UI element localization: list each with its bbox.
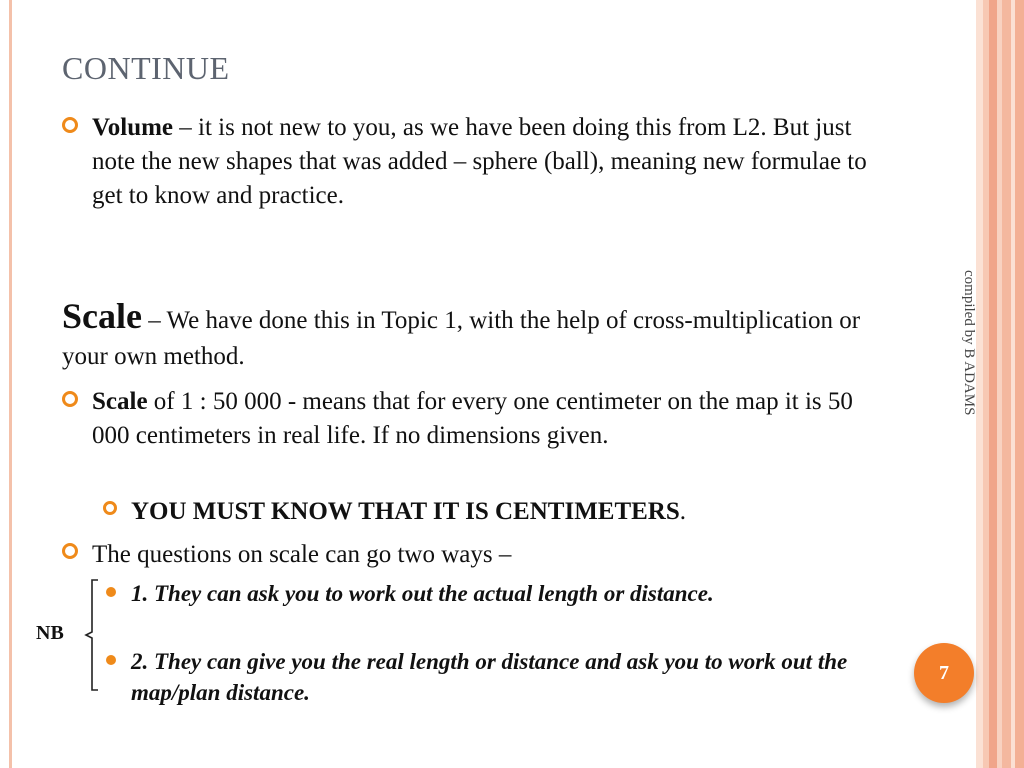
right-decorative-stripes xyxy=(976,0,1024,768)
bullet-text: YOU MUST KNOW THAT IT IS CENTIMETERS xyxy=(131,498,680,525)
left-curly-brace-icon xyxy=(78,578,102,692)
bullet-scale-ratio xyxy=(92,385,882,453)
bullet-text: The questions on scale can go two ways – xyxy=(92,541,512,568)
bullet-term: Scale xyxy=(92,388,148,415)
hollow-circle-bullet-icon xyxy=(62,543,78,559)
stripe xyxy=(1002,0,1011,768)
bullet-term: Volume xyxy=(92,114,174,141)
filled-dot-bullet-icon xyxy=(106,655,116,665)
stripe xyxy=(1015,0,1024,768)
page-number-badge xyxy=(914,643,974,703)
filled-dot-bullet-icon xyxy=(106,587,116,597)
left-border-line xyxy=(9,0,12,768)
slide-title: CONTINUE xyxy=(62,50,230,86)
nb-label: NB xyxy=(36,622,64,644)
scale-heading: Scale xyxy=(62,296,142,336)
scale-text: – We have done this in Topic 1, with the help of cross-multiplication or your own method. xyxy=(62,307,861,370)
bullet-text: – it is not new to you, as we have been doing this from L2. But just note the new shapes that was added – sphere (ball), meaning new formulae to get to know and practice. xyxy=(92,114,867,209)
bullet-suffix: . xyxy=(679,498,687,525)
hollow-circle-bullet-icon xyxy=(62,117,78,133)
bullet-text: of 1 : 50 000 - means that for every one centimeter on the map it is 50 000 centimeters in real life. If no dimensions given. xyxy=(92,388,853,449)
hollow-circle-bullet-icon xyxy=(103,501,117,515)
stripe xyxy=(989,0,997,768)
scale-section xyxy=(62,298,862,375)
bullet-volume xyxy=(92,111,882,213)
bullet-two-ways xyxy=(92,538,882,572)
stripe xyxy=(976,0,983,768)
bullet-centimeters-note xyxy=(131,495,911,529)
sub-item: 2. They can give you the real length or distance and ask you to work out the map/plan distance. xyxy=(131,649,848,705)
page-number: 7 xyxy=(939,661,949,684)
side-credit: compiled by B ADAMS xyxy=(961,270,977,416)
hollow-circle-bullet-icon xyxy=(62,391,78,407)
sub-item: 1. They can ask you to work out the actual length or distance. xyxy=(131,581,714,606)
